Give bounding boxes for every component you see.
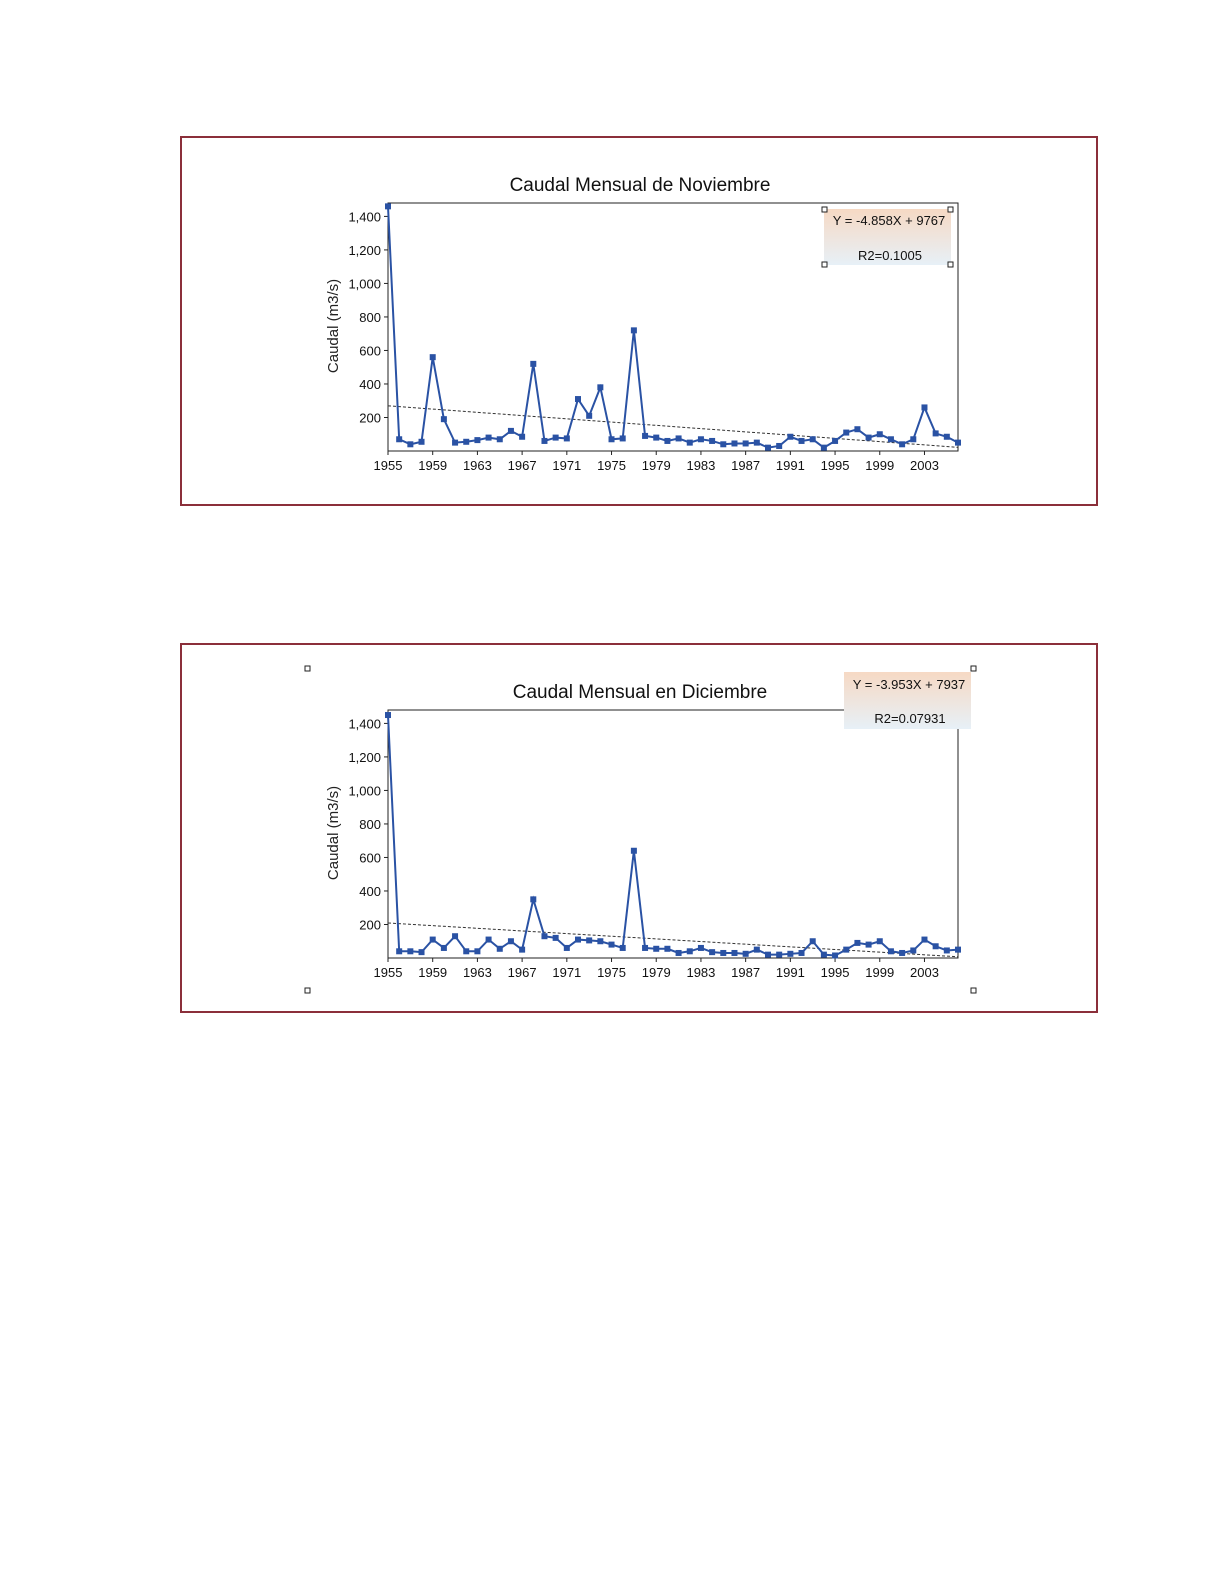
x-tick-label: 1999 — [865, 965, 895, 980]
r-squared: R2=0.07931 — [874, 711, 946, 726]
data-point — [821, 445, 827, 451]
x-tick-label: 1963 — [462, 458, 492, 473]
chart-diciembre — [182, 645, 1100, 1015]
data-point — [530, 896, 536, 902]
y-tick-label: 200 — [359, 410, 381, 426]
data-point — [910, 436, 916, 442]
data-point — [676, 950, 682, 956]
data-point — [575, 396, 581, 402]
data-point — [430, 937, 436, 943]
x-tick-label: 1971 — [552, 965, 582, 980]
x-tick-label: 1987 — [731, 458, 761, 473]
data-point — [743, 951, 749, 957]
data-point — [687, 948, 693, 954]
y-tick-label: 600 — [359, 343, 381, 359]
data-point — [586, 937, 592, 943]
data-point — [564, 945, 570, 951]
y-tick-label: 800 — [359, 816, 381, 832]
data-point — [687, 440, 693, 446]
data-point — [519, 947, 525, 953]
data-point — [564, 435, 570, 441]
data-point — [899, 950, 905, 956]
data-point — [720, 950, 726, 956]
data-point — [642, 945, 648, 951]
y-tick-label: 1,000 — [348, 276, 381, 292]
chart-title: Caudal Mensual en Diciembre — [512, 682, 768, 703]
data-point — [899, 441, 905, 447]
y-tick-label: 1,200 — [348, 242, 381, 258]
data-point — [653, 946, 659, 952]
data-point — [497, 946, 503, 952]
data-point — [944, 434, 950, 440]
data-point — [664, 946, 670, 952]
data-point — [609, 436, 615, 442]
data-point — [541, 933, 547, 939]
x-tick-label: 1995 — [820, 458, 850, 473]
data-point — [474, 948, 480, 954]
data-point — [854, 426, 860, 432]
data-point — [955, 440, 961, 446]
data-point — [519, 434, 525, 440]
data-point — [866, 435, 872, 441]
selection-handle[interactable] — [305, 988, 310, 993]
selection-handle[interactable] — [305, 666, 310, 671]
data-point — [586, 413, 592, 419]
selection-handle[interactable] — [971, 988, 976, 993]
data-point — [854, 940, 860, 946]
data-point — [508, 428, 514, 434]
data-point — [832, 438, 838, 444]
equation-box[interactable] — [844, 672, 971, 729]
data-point — [799, 438, 805, 444]
data-point — [698, 945, 704, 951]
data-point — [765, 445, 771, 451]
x-tick-label: 1979 — [641, 458, 671, 473]
data-point — [642, 433, 648, 439]
data-point — [933, 943, 939, 949]
x-tick-label: 1959 — [418, 458, 448, 473]
data-point — [731, 440, 737, 446]
x-tick-label: 1967 — [507, 965, 537, 980]
data-point — [776, 952, 782, 958]
x-tick-label: 1955 — [373, 458, 403, 473]
x-tick-label: 1975 — [597, 458, 626, 473]
y-tick-label: 800 — [359, 309, 381, 325]
data-point — [620, 435, 626, 441]
x-tick-label: 1979 — [641, 965, 671, 980]
data-point — [810, 436, 816, 442]
data-point — [843, 430, 849, 436]
data-point — [396, 436, 402, 442]
data-point — [698, 436, 704, 442]
data-point — [676, 435, 682, 441]
data-point — [877, 431, 883, 437]
equation-box[interactable] — [822, 207, 953, 267]
data-point — [810, 938, 816, 944]
data-point — [910, 947, 916, 953]
data-point — [486, 937, 492, 943]
x-tick-label: 1991 — [775, 458, 805, 473]
data-point — [776, 443, 782, 449]
data-point — [419, 949, 425, 955]
data-point — [731, 950, 737, 956]
y-tick-label: 1,000 — [348, 783, 381, 799]
y-tick-label: 600 — [359, 850, 381, 866]
y-tick-label: 1,400 — [348, 716, 381, 732]
data-point — [452, 440, 458, 446]
data-point — [787, 951, 793, 957]
data-point — [441, 945, 447, 951]
data-point — [530, 361, 536, 367]
data-point — [541, 438, 547, 444]
data-point — [407, 441, 413, 447]
selection-handle[interactable] — [948, 262, 953, 267]
data-point — [866, 942, 872, 948]
data-point — [921, 404, 927, 410]
data-point — [597, 384, 603, 390]
data-point — [821, 952, 827, 958]
data-point — [430, 354, 436, 360]
x-tick-label: 1967 — [507, 458, 537, 473]
r-squared: R2=0.1005 — [858, 248, 922, 263]
data-point — [664, 438, 670, 444]
data-point — [709, 949, 715, 955]
chart-title: Caudal Mensual de Noviembre — [509, 175, 771, 196]
data-point — [743, 440, 749, 446]
data-point — [955, 947, 961, 953]
regression-equation: Y = -3.953X + 7937 — [852, 677, 966, 692]
data-point — [832, 952, 838, 958]
y-tick-label: 400 — [359, 376, 381, 392]
data-point — [754, 947, 760, 953]
data-point — [597, 938, 603, 944]
data-point — [631, 327, 637, 333]
data-point — [553, 435, 559, 441]
y-tick-label: 1,400 — [348, 209, 381, 225]
data-point — [396, 948, 402, 954]
x-tick-label: 1983 — [686, 965, 716, 980]
chart-panel-diciembre — [180, 643, 1098, 1013]
data-point — [486, 435, 492, 441]
data-point — [419, 439, 425, 445]
data-point — [497, 436, 503, 442]
data-point — [843, 947, 849, 953]
x-tick-label: 1955 — [373, 965, 403, 980]
selection-handle[interactable] — [822, 207, 827, 212]
data-point — [463, 948, 469, 954]
data-point — [441, 416, 447, 422]
data-point — [765, 952, 771, 958]
data-point — [653, 435, 659, 441]
x-tick-label: 1991 — [775, 965, 805, 980]
data-point — [787, 434, 793, 440]
regression-equation: Y = -4.858X + 9767 — [832, 213, 946, 228]
data-point — [474, 437, 480, 443]
x-tick-label: 1995 — [820, 965, 850, 980]
data-point — [452, 933, 458, 939]
plot-area — [388, 710, 958, 958]
x-tick-label: 1959 — [418, 965, 448, 980]
x-tick-label: 1983 — [686, 458, 716, 473]
data-point — [709, 438, 715, 444]
data-point — [620, 945, 626, 951]
data-point — [575, 937, 581, 943]
data-point — [888, 436, 894, 442]
data-point — [385, 203, 391, 209]
data-point — [720, 441, 726, 447]
data-point — [921, 937, 927, 943]
x-tick-label: 1971 — [552, 458, 582, 473]
data-point — [888, 948, 894, 954]
data-point — [631, 848, 637, 854]
data-point — [463, 439, 469, 445]
x-tick-label: 1987 — [731, 965, 761, 980]
x-tick-label: 2003 — [910, 965, 939, 980]
selection-handle[interactable] — [948, 207, 953, 212]
x-tick-label: 1999 — [865, 458, 895, 473]
x-tick-label: 1963 — [462, 965, 492, 980]
data-point — [508, 938, 514, 944]
data-point — [754, 440, 760, 446]
data-point — [385, 712, 391, 718]
x-tick-label: 2003 — [910, 458, 939, 473]
data-point — [407, 948, 413, 954]
data-point — [609, 942, 615, 948]
data-point — [944, 947, 950, 953]
data-point — [933, 430, 939, 436]
y-tick-label: 200 — [359, 917, 381, 933]
chart-noviembre — [182, 138, 1100, 508]
y-axis-label: Caudal (m3/s) — [325, 278, 342, 374]
chart-panel-noviembre — [180, 136, 1098, 506]
y-tick-label: 1,200 — [348, 749, 381, 765]
x-tick-label: 1975 — [597, 965, 626, 980]
y-axis-label: Caudal (m3/s) — [325, 785, 342, 881]
data-point — [877, 938, 883, 944]
selection-handle[interactable] — [822, 262, 827, 267]
y-tick-label: 400 — [359, 883, 381, 899]
data-point — [553, 935, 559, 941]
data-point — [799, 950, 805, 956]
selection-handle[interactable] — [971, 666, 976, 671]
